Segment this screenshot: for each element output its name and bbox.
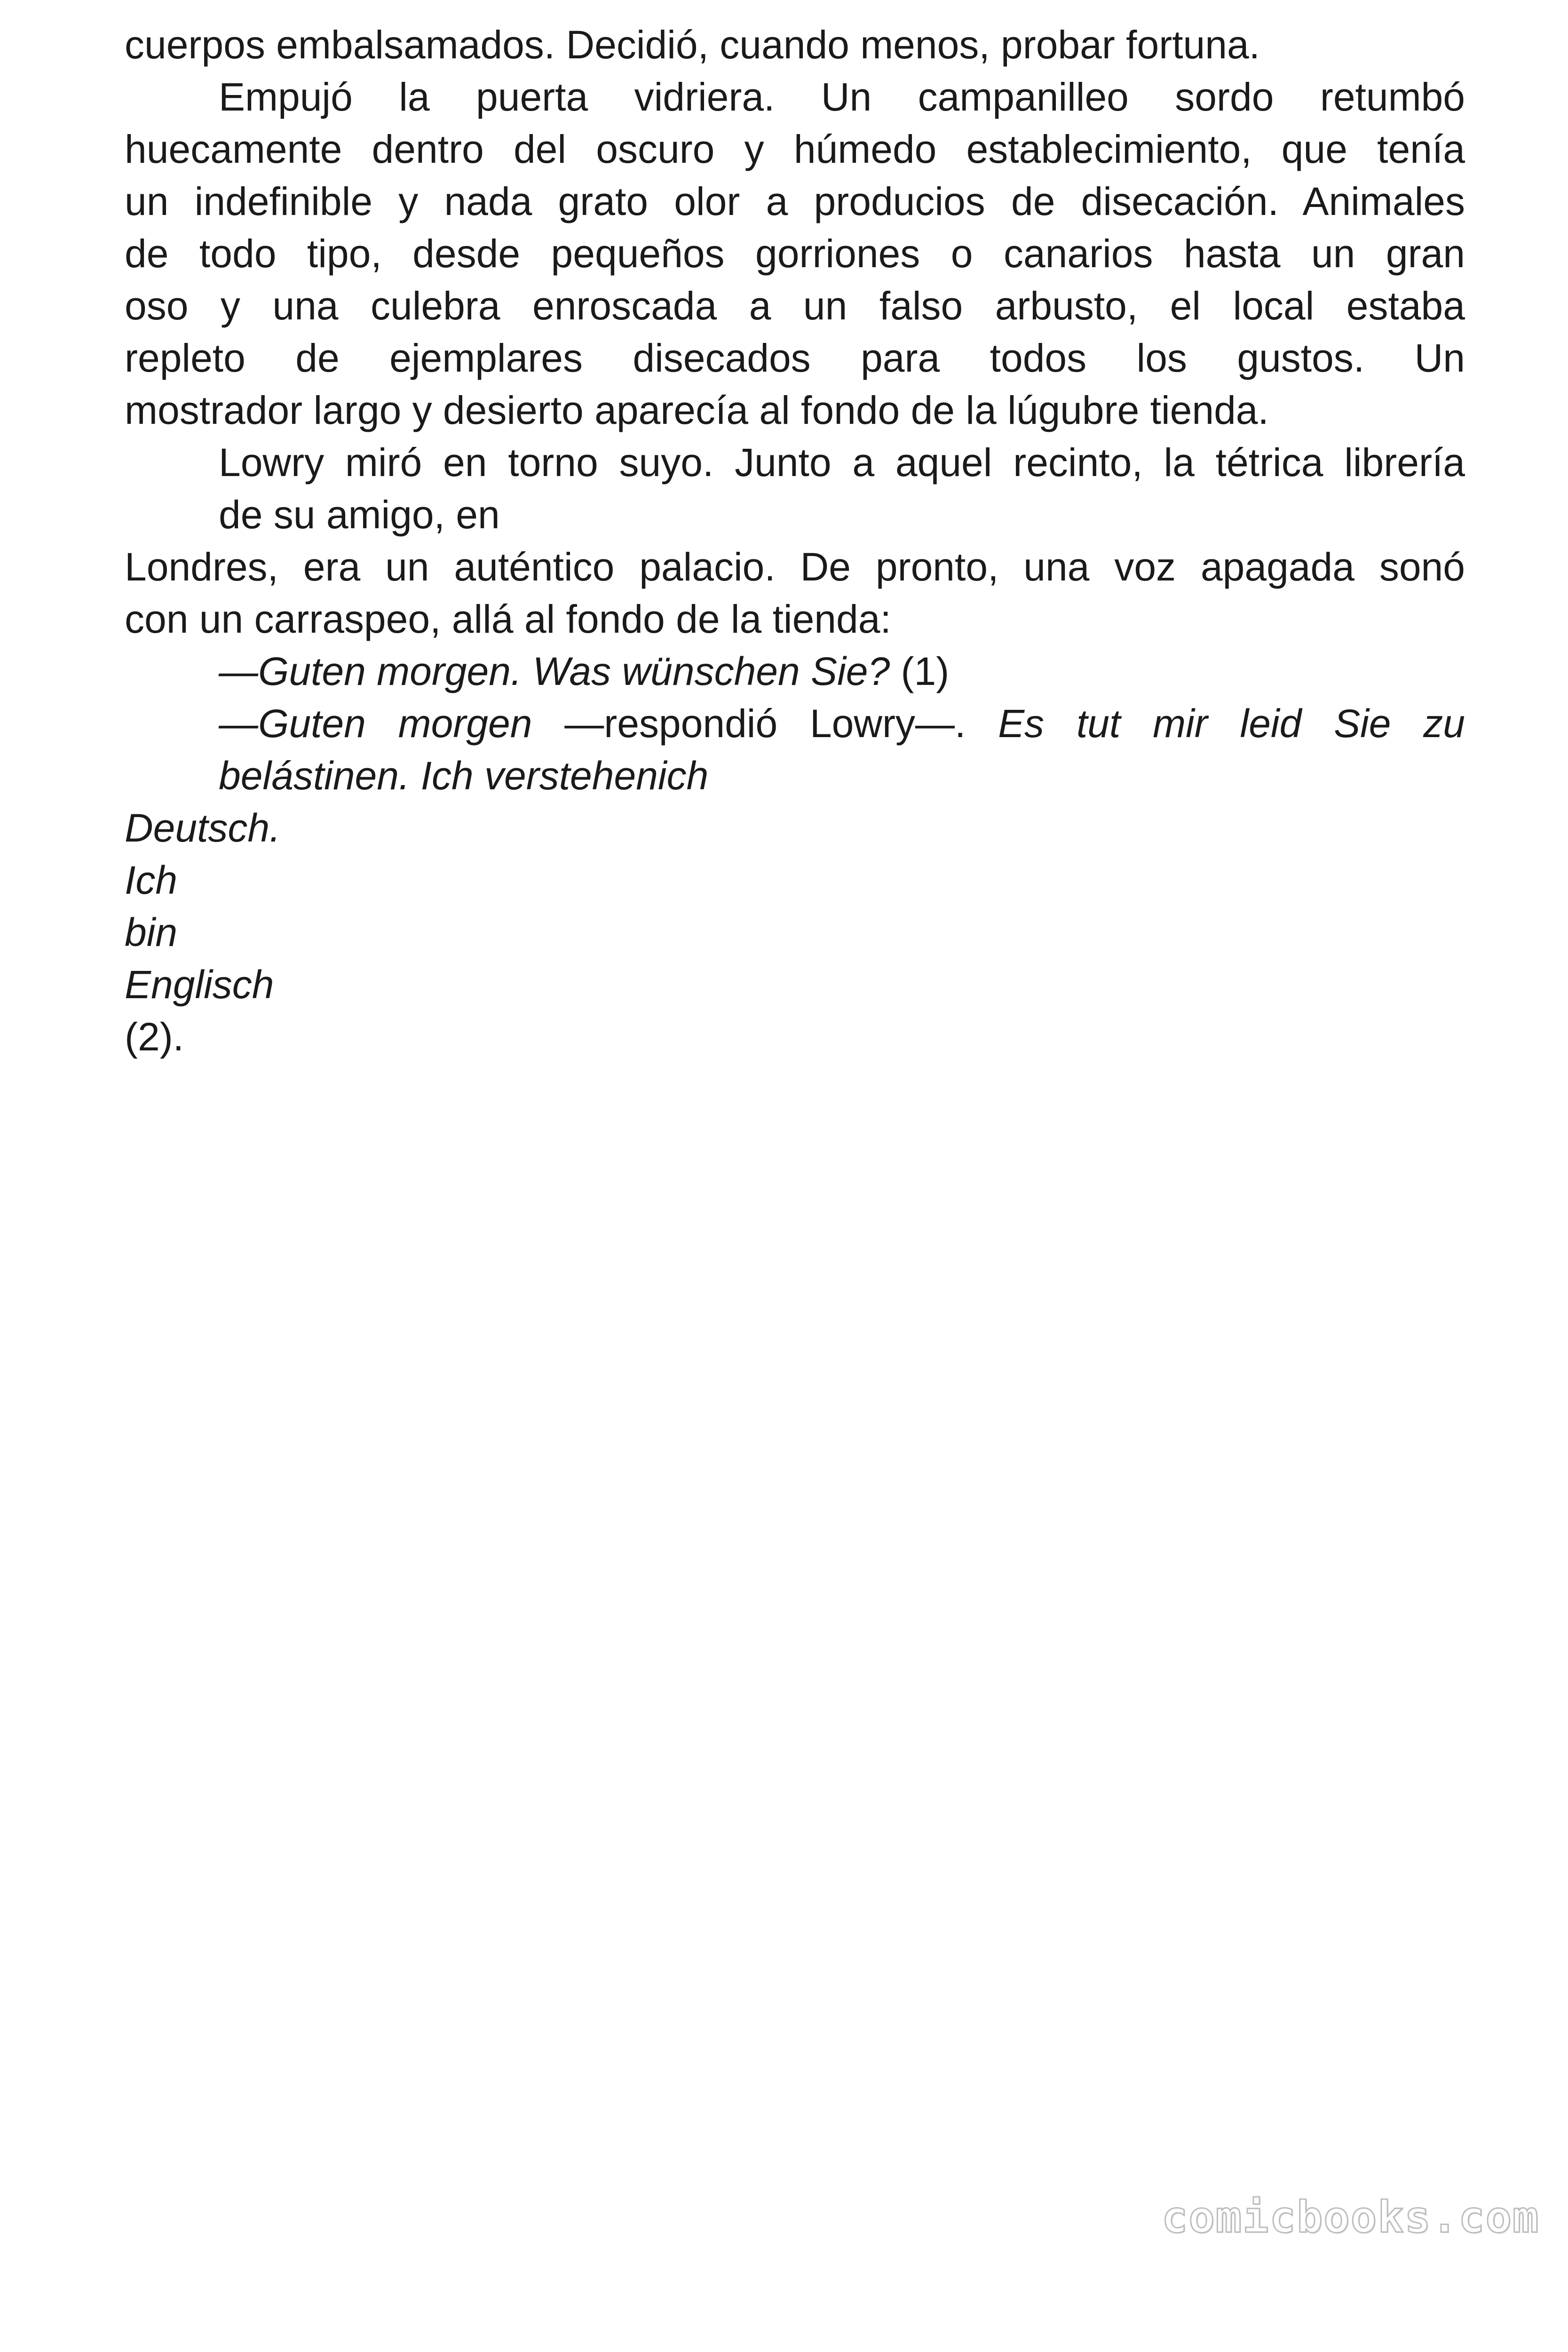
text-line: oso y una culebra enroscada a un falso arbusto, el local estaba xyxy=(125,284,1465,328)
text-line: de su amigo, en xyxy=(219,493,500,537)
text-line: de todo tipo, desde pequeños gorriones o canarios hasta un gran xyxy=(125,231,1465,276)
dialogue-reply: Es tut mir leid Sie zu xyxy=(998,701,1465,746)
dialogue-speech: —Guten morgen. Was wünschen Sie? xyxy=(219,649,890,693)
text-line: huecamente dentro del oscuro y húmedo establecimiento, que tenía xyxy=(125,127,1465,171)
text-line: un indefinible y nada grato olor a producios de disecación. Animales xyxy=(125,179,1465,223)
text-line: con un carraspeo, allá al fondo de la tienda: xyxy=(125,597,891,641)
text-line: mostrador largo y desierto aparecía al fondo de la lúgubre tienda. xyxy=(125,388,1269,432)
text-line: repleto de ejemplares disecados para todos los gustos. Un xyxy=(125,336,1465,380)
document-page xyxy=(125,19,1465,1063)
footnote-ref: (1) xyxy=(890,649,950,693)
dialogue-line xyxy=(125,698,1465,750)
dialogue-reply-continued: belástinen. Ich verstehenich xyxy=(219,754,709,798)
text-line: Empujó la puerta vidriera. Un campanilleo sordo retumbó xyxy=(219,75,1465,119)
dialogue-line xyxy=(125,645,1465,698)
text-line: Englisch xyxy=(125,962,274,1007)
text-line: bin xyxy=(125,910,178,954)
dialogue-tag: —respondió Lowry—. xyxy=(532,701,998,746)
text-line: Londres, era un auténtico palacio. De pronto, una voz apagada sonó xyxy=(125,545,1465,589)
text-line: Lowry miró en torno suyo. Junto a aquel recinto, la tétrica librería xyxy=(219,440,1465,485)
text-line: Deutsch. xyxy=(125,806,281,850)
dialogue-speech: —Guten morgen xyxy=(219,701,532,746)
footnote-ref: (2). xyxy=(125,1015,184,1059)
text-line: cuerpos embalsamados. Decidió, cuando menos, probar fortuna. xyxy=(125,23,1260,67)
text-line: Ich xyxy=(125,858,178,902)
watermark: comicbooks.com xyxy=(1162,2192,1540,2242)
